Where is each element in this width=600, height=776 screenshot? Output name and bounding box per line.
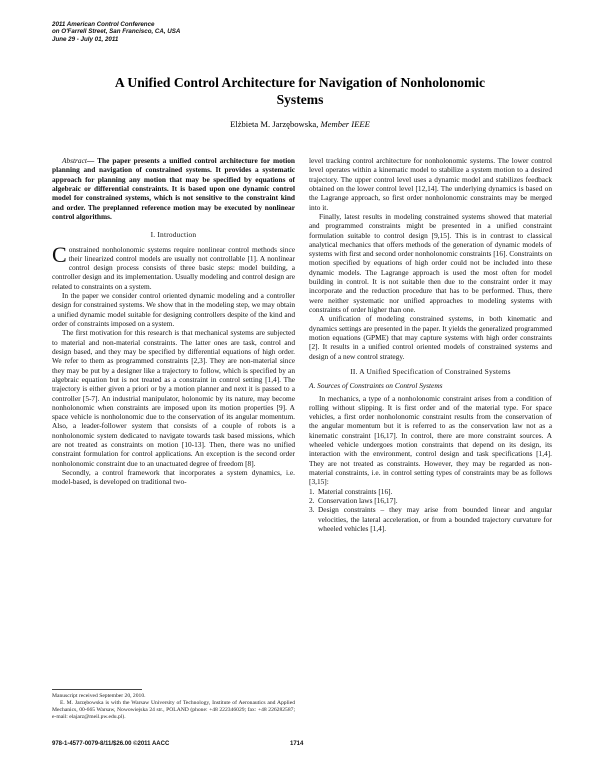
section-1-heading: I. Introduction	[150, 230, 197, 240]
intro-paragraph-2: In the paper we consider control oriented dynamic modeling and a controller design for constrained systems. We show that in the modeling step, we may obtain a unified dynamic model suitable for designing controllers despite of the kind and order of constraints imposed on a system.	[52, 291, 295, 328]
intro-paragraph-6: A unification of modeling constrained systems, in both kinematic and dynamics settings are presented in the paper. It yields the generalized programmed motion equations (GPME) that may capture systems with high order constraints [2]. It results in a unified control oriented models of constrained systems and design of a new control strategy.	[309, 314, 552, 361]
intro-paragraph-1-text: onstrained nonholonomic systems require nonlinear control methods since their linearized control models are usually not controllable [1]. A nonlinear control design process consists of three basic steps: model building, a controller design and its implementation. Usually modeling and control design are related to constraints on a system.	[52, 244, 295, 291]
title-line-1: A Unified Control Architecture for Navigation of Nonholonomic	[114, 75, 486, 90]
intro-paragraph-1	[52, 241, 295, 292]
footnote	[52, 693, 295, 721]
list-item: 3. Design constraints – they may arise from bounded linear and angular velocities, the lateral acceleration, or from a bounded trajectory curvature for wheeled vehicles [1,4].	[309, 505, 552, 533]
constraint-types-list	[309, 487, 552, 534]
author-name: Elżbieta M. Jarzębowska,	[230, 119, 321, 129]
section-2-paragraph-1: In mechanics, a type of a nonholonomic constraint arises from a condition of rolling without slipping. It is first order and of the material type. For space vehicles, a first order nonholonomic constraint results from the conservation of the angular momentum but it is referred to as the conservation law not as a kinematic constraint [16,17]. In control, there are more constraint sources. A wheeled vehicle undergoes motion constraints that depend on its design, its interaction with the environment, control design and task specifications [1,4]. They are not treated as constraints. However, they may be regarded as non-material constraints, i.e. in control setting types of constraints may be as follows [3,15]:	[309, 393, 552, 487]
section-2-heading: II. A Unified Specification of Constrained Systems	[350, 366, 511, 376]
subsection-a-heading: A. Sources of Constraints on Control Systems	[309, 381, 443, 391]
footnote-affiliation: E. M. Jarzębowska is with the Warsaw University of Technology, Institute of Aeronautics and Applied Mechanics, 00-665 Warsaw, Nowowiejska 24 str., POLAND (phone: +48 222346029; fax: +48 226282587; e-mail: elajarz@meil.pw.edu.pl).	[52, 700, 295, 720]
abstract-label: Abstract	[62, 156, 87, 165]
page-number: 1714	[290, 741, 304, 747]
abstract-text: — The paper presents a unified control architecture for motion planning and navigation of constrained systems. It provides a systematic approach for planning any motion that may be specified by equations of algebraic or differential constraints. It is based upon one dynamic control model for constrained systems, which is not sensitive to the constraint kind and order. The preplanned reference motion may be executed by nonlinear control algorithms.	[52, 156, 295, 221]
isbn-copyright: 978-1-4577-0079-8/11/$26.00 ©2011 AACC	[52, 741, 170, 747]
footnote-divider	[52, 689, 142, 690]
conference-name: 2011 American Control Conference	[52, 21, 155, 28]
abstract	[52, 156, 295, 221]
drop-cap: C	[52, 241, 67, 267]
author-membership: Member IEEE	[320, 119, 370, 129]
conference-dates: June 29 - July 01, 2011	[52, 35, 119, 43]
left-column	[52, 156, 295, 487]
intro-paragraph-4-continued: level tracking control architecture for nonholonomic systems. The lower control level operates within a kinematic model to stabilize a system motion to a desired trajectory. The upper control level uses a dynamic model and stabilizes feedback obtained on the lower control level [12,14]. The underlying dynamics is based on the Lagrange approach, so first order nonholonomic constraints may be merged into it.	[309, 156, 552, 212]
intro-paragraph-3: The first motivation for this research is that mechanical systems are subjected to material and non-material constraints. The latter ones are task, control and design based, and they may be specified by differential equations of high order. We refer to them as programmed constraints [2,3]. They are non-material since they may be put by a designer like a trajectory to follow, which is specified by an algebraic equation but is not treated as a constraint in control setting [1,4]. The trajectory is either given a priori or by a motion planner and next it is passed to a controller [5-7]. An industrial manipulator, holonomic by its nature, may become nonholonomic when constraints are imposed upon its motion properties [9]. A space vehicle is nonholonomic due to the conservation of its angular momentum. Also, a leader-follower system that consists of a couple of robots is a nonholonomic system dedicated to navigate towards task based missions, which are not treated as constraints on motion [10-13]. Then, there was no unified constraint formulation for control applications. An exception is the second order nonholonomic constraint due to an unactuated degree of freedom [8].	[52, 328, 295, 468]
list-item: 1. Material constraints [16].	[309, 486, 393, 496]
paper-title	[40, 75, 560, 108]
intro-paragraph-4: Secondly, a control framework that incorporates a system dynamics, i.e. model-based, is developed on traditional two-	[52, 468, 295, 487]
conference-header	[52, 21, 352, 43]
intro-paragraph-5: Finally, latest results in modeling constrained systems showed that material and programmed constraints might be presented in a unified constraint formulation suitable to control design [9,15]. This is in contrast to classical analytical mechanics that offers methods of the generation of dynamic models of systems with first and second order nonholonomic constraints [16]. Constraints on motion specified by equations of high order could not be included into these dynamic models. The Lagrange approach is used the most often for model building in control. It is not suitable then due to the constraint order it may incorporate and the reduction procedure that has to be performed. Thus, there were neither systematic nor unified approaches to modeling systems with constraints of order higher than one.	[309, 211, 552, 314]
right-column	[309, 156, 552, 533]
author-line	[40, 119, 560, 129]
footnote-received: Manuscript received September 20, 2010.	[52, 693, 146, 699]
conference-location: on O'Farrell Street, San Francisco, CA, USA	[52, 28, 181, 36]
list-item: 2. Conservation laws [16,17].	[309, 495, 398, 505]
title-line-2: Systems	[276, 91, 324, 107]
